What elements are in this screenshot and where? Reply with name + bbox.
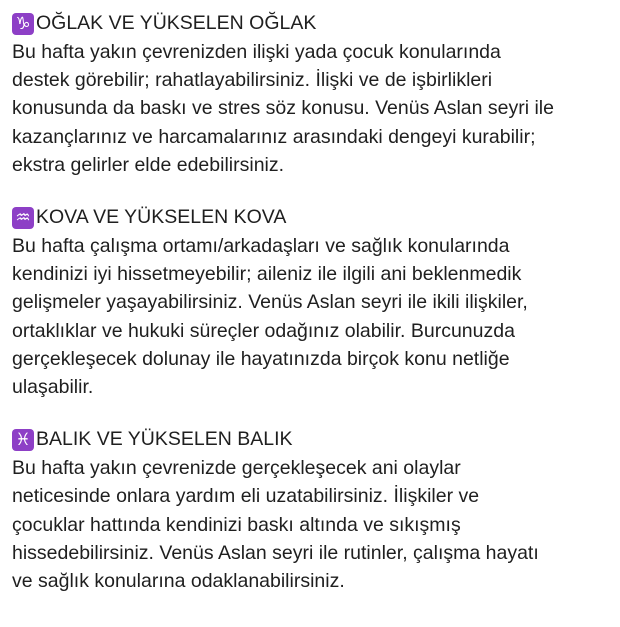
section-body: Bu hafta çalışma ortamı/arkadaşları ve sağlık konularında kendinizi iyi hissetmeyebilir; aileniz ile ilgili ani beklenmedik gelişmeler yaşayabilirsiniz. Venüs Aslan seyri ile ikili ilişkiler, ortaklıklar ve hukuki süreçler odağınız olabilir. Burcunuzda gerçekleşecek dolunay ile hayatınızda birçok konu netliğe ulaşabilir.: [12, 235, 528, 399]
section-heading: [12, 9, 616, 38]
section-body: Bu hafta yakın çevrenizde gerçekleşecek ani olaylar neticesinde onlara yardım eli uzatabilirsiniz. İlişkiler ve çocuklar hattında kendinizi baskı altında ve sıkışmış hissedebilirsiniz. Venüs Aslan seyri ile rutinler, çalışma hayatı ve sağlık konularına odaklanabilirsiniz.: [12, 457, 539, 593]
section-capricorn: [12, 9, 616, 179]
section-heading: [12, 425, 616, 454]
section-title: KOVA VE YÜKSELEN KOVA: [36, 206, 287, 229]
capricorn-icon: ♑: [12, 13, 34, 35]
section-aquarius: [12, 203, 616, 401]
section-body: Bu hafta yakın çevrenizden ilişki yada çocuk konularında destek görebilir; rahatlayabilirsiniz. İlişki ve de işbirlikleri konusunda da baskı ve stres söz konusu. Venüs Aslan seyri ile kazançlarınız ve harcamalarınız arasındaki dengeyi kurabilir; ekstra gelirler elde edebilirsiniz.: [12, 41, 554, 176]
aquarius-icon: ♒: [12, 207, 34, 229]
section-title: BALIK VE YÜKSELEN BALIK: [36, 428, 293, 451]
pisces-icon: ♓: [12, 429, 34, 451]
section-heading: [12, 203, 616, 232]
section-title: OĞLAK VE YÜKSELEN OĞLAK: [36, 12, 317, 34]
section-pisces: [12, 425, 616, 595]
horoscope-text: [12, 9, 616, 619]
